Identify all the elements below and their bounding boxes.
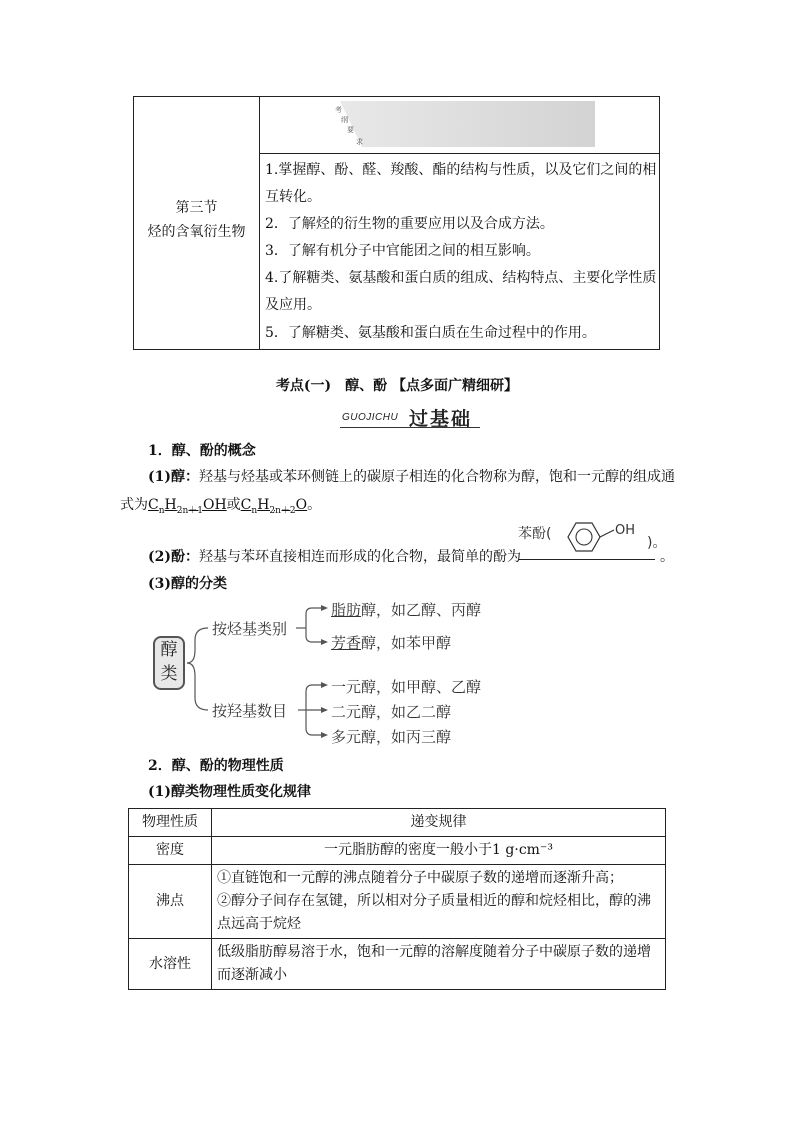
logo-text: 过基础 [409, 408, 473, 430]
logo-pinyin: GUOJICHU [342, 412, 399, 423]
banner-char: 要 [347, 126, 354, 134]
category-item: 二元醇，如乙二醇 [331, 703, 452, 721]
alcohol-definition: (1)醇：羟基与烃基或苯环侧链上的碳原子相连的化合物称为醇，饱和一元醇的组成通 [148, 469, 675, 485]
formula-answer: $C_nH_{2n+2}O$ [240, 497, 308, 516]
banner-char: 求 [356, 138, 363, 146]
physical-properties-table [128, 808, 666, 990]
requirement-item: 3．了解有机分子中官能团之间的相互影响。 [265, 243, 540, 259]
requirement-item: 2．了解烃的衍生物的重要应用以及合成方法。 [265, 216, 554, 232]
requirement-item: 1.掌握醇、酚、醛、羧酸、酯的结构与性质，以及它们之间的相 [265, 162, 657, 178]
category-item: 脂肪醇，如乙醇、丙醇 [331, 601, 482, 619]
table-header: 递变规律 [212, 809, 666, 837]
property-rule: ①直链饱和一元醇的沸点随着分子中碳原子数的递增而逐渐升高； ②醇分子间存在氢键，所以相对分子质量相近的醇和烷烃相比，醇的沸 点远高于烷烃 [212, 865, 666, 939]
table-header: 物理性质 [129, 809, 212, 837]
alcohol-formula-line: 式为$C_nH_{2n+1}OH$或$C_nH_{2n+2}O$。 [120, 497, 322, 516]
requirement-item: 互转化。 [265, 189, 321, 205]
alcohol-category-badge: 醇 类 [153, 636, 185, 690]
requirement-item: 5．了解糖类、氨基酸和蛋白质在生命过程中的作用。 [265, 325, 596, 341]
requirement-item: 4.了解糖类、氨基酸和蛋白质的组成、结构特点、主要化学性质 [265, 270, 657, 286]
banner-char: 考 [335, 106, 342, 114]
subsection-title: (3)醇的分类 [148, 576, 227, 592]
subsection-title: (1)醇类物理性质变化规律 [148, 784, 311, 800]
table-row [129, 837, 666, 865]
property-name: 密度 [129, 837, 212, 865]
category-item: 芳香醇，如苯甲醇 [331, 634, 452, 652]
phenol-answer-prefix: 苯酚( [518, 526, 552, 542]
section-title: 1．醇、酚的概念 [148, 443, 256, 459]
property-rule: 一元脂肪醇的密度一般小于1 g·cm⁻³ [212, 837, 666, 865]
property-name: 沸点 [129, 865, 212, 939]
phenol-answer-suffix: )。 [647, 535, 667, 551]
phenol-definition: (2)酚：羟基与苯环直接相连而形成的化合物，最简单的酚为 [148, 549, 521, 565]
section-title: 烃的含氧衍生物 [147, 224, 246, 240]
table-row [129, 939, 666, 990]
category-by-hydroxyl: 按羟基数目 [212, 702, 288, 720]
section-number: 第三节 [175, 200, 218, 216]
property-rule: 低级脂肪醇易溶于水，饱和一元醇的溶解度随着分子中碳原子数的递增 而逐渐减小 [212, 939, 666, 990]
formula-answer: $C_nH_{2n+1}OH$ [148, 497, 227, 516]
sentence-end: 。 [660, 549, 674, 565]
category-item: 一元醇，如甲醇、乙醇 [331, 678, 482, 696]
svg-text:OH: OH [615, 523, 636, 538]
banner-char: 纲 [341, 116, 348, 124]
table-row [129, 865, 666, 939]
requirement-item: 及应用。 [265, 297, 321, 313]
category-by-hydrocarbon: 按烃基类别 [212, 620, 288, 638]
topic-heading: 考点(一) 醇、酚 【点多面广精细研】 [275, 378, 519, 394]
table-header-row [129, 809, 666, 837]
category-item: 多元醇，如丙三醇 [331, 728, 452, 746]
property-name: 水溶性 [129, 939, 212, 990]
section-title: 2．醇、酚的物理性质 [148, 758, 284, 774]
